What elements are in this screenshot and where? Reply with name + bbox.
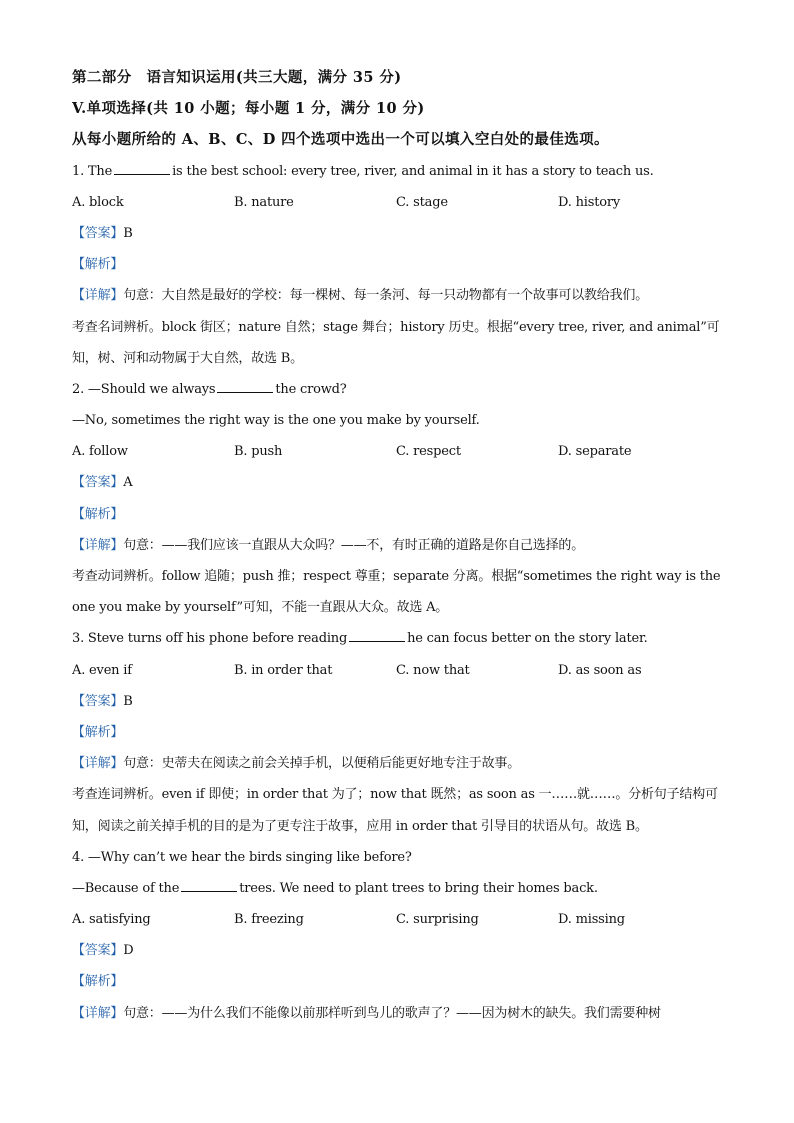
option-a: A. follow <box>72 444 128 460</box>
option-a: A. block <box>72 194 124 210</box>
question-2-analysis <box>72 499 732 530</box>
option-c: C. surprising <box>396 912 479 928</box>
question-2-stem-before: 2. —Should we always <box>72 381 216 397</box>
question-1-stem-before: 1. The <box>72 163 113 179</box>
option-d: D. separate <box>558 444 632 460</box>
document-page <box>72 62 732 1029</box>
answer-value: B <box>123 225 133 241</box>
option-a: A. even if <box>72 662 132 678</box>
question-2-stem <box>72 374 732 405</box>
question-1-stem-after: is the best school: every tree, river, and animal in it has a story to teach us. <box>172 163 654 179</box>
question-4-stem-line2-after: trees. We need to plant trees to bring their homes back. <box>239 880 598 896</box>
question-2-detail-line: one you make by yourself”可知，不能一直跟从大众。故选 A。 <box>72 600 449 616</box>
answer-blank <box>114 162 170 175</box>
answer-label: 【答案】 <box>72 225 124 241</box>
option-c: C. now that <box>396 662 470 678</box>
answer-label: 【答案】 <box>72 943 124 959</box>
question-4-detail-line <box>72 998 732 1029</box>
option-c: C. respect <box>396 444 461 460</box>
option-a: A. satisfying <box>72 912 151 928</box>
analysis-label: 【解析】 <box>72 974 124 990</box>
question-3-stem-after: he can focus better on the story later. <box>407 631 648 647</box>
question-2-detail-line: 考查动词辨析。follow 追随；push 推；respect 尊重；separate 分离。根据“sometimes the right way is the <box>72 569 721 584</box>
question-1-detail-line: 考查名词辨析。block 街区；nature 自然；stage 舞台；history 历史。根据“every tree, river, and animal”可 <box>72 319 720 335</box>
question-1-detail-line <box>72 280 732 311</box>
question-3-stem-before: 3. Steve turns off his phone before reading <box>72 631 348 647</box>
question-4-stem-line2 <box>72 873 732 904</box>
question-4-analysis <box>72 966 732 997</box>
detail-label: 【详解】 <box>72 756 124 772</box>
question-3-analysis <box>72 717 732 748</box>
detail-text: 句意：大自然是最好的学校：每一棵树、每一条河、每一只动物都有一个故事可以教给我们。 <box>123 288 649 304</box>
question-4-options <box>72 904 732 935</box>
question-3-detail-line: 知，阅读之前关掉手机的目的是为了更专注于故事，应用 in order that 引导目的状语从句。故选 B。 <box>72 818 648 834</box>
question-1-answer <box>72 218 732 249</box>
answer-value: D <box>123 943 134 959</box>
answer-blank <box>349 629 405 642</box>
part-title: 第二部分 语言知识运用(共三大题，满分 35 分) <box>72 69 402 86</box>
question-1-detail-line: 知，树、河和动物属于大自然，故选 B。 <box>72 350 303 366</box>
question-4-stem-line2-before: —Because of the <box>72 880 180 896</box>
detail-text: 句意：——为什么我们不能像以前那样听到鸟儿的歌声了？——因为树木的缺失。我们需要种树 <box>123 1005 661 1021</box>
analysis-label: 【解析】 <box>72 724 124 740</box>
question-3-detail-line: 考查连词辨析。even if 即使；in order that 为了；now that 既然；as soon as 一……就……。分析句子结构可 <box>72 787 718 803</box>
question-2-options <box>72 436 732 467</box>
detail-text: 句意：史蒂夫在阅读之前会关掉手机，以便稍后能更好地专注于故事。 <box>123 756 521 772</box>
question-2-answer <box>72 467 732 498</box>
detail-label: 【详解】 <box>72 537 124 553</box>
option-b: B. nature <box>234 194 294 210</box>
answer-blank <box>181 879 237 892</box>
answer-value: A <box>123 475 133 491</box>
option-d: D. history <box>558 194 621 210</box>
detail-label: 【详解】 <box>72 288 124 304</box>
section-title: V.单项选择(共 10 小题；每小题 1 分，满分 10 分) <box>72 100 425 118</box>
analysis-label: 【解析】 <box>72 506 124 522</box>
detail-label: 【详解】 <box>72 1005 124 1021</box>
answer-blank <box>217 380 273 393</box>
question-2-stem-line2: —No, sometimes the right way is the one you make by yourself. <box>72 413 480 429</box>
question-1-options <box>72 187 732 218</box>
question-2-detail-line <box>72 530 732 561</box>
option-b: B. in order that <box>234 662 333 678</box>
question-1-stem <box>72 156 732 187</box>
option-b: B. push <box>234 444 283 460</box>
question-4-answer <box>72 935 732 966</box>
answer-label: 【答案】 <box>72 475 124 491</box>
answer-value: B <box>123 693 133 709</box>
question-2-stem-after: the crowd? <box>275 381 347 397</box>
option-d: D. as soon as <box>558 662 642 678</box>
question-3-stem <box>72 623 732 654</box>
question-1-analysis <box>72 249 732 280</box>
question-3-options <box>72 655 732 686</box>
answer-label: 【答案】 <box>72 693 124 709</box>
instructions: 从每小题所给的 A、B、C、D 四个选项中选出一个可以填入空白处的最佳选项。 <box>72 131 609 149</box>
option-c: C. stage <box>396 194 448 210</box>
option-b: B. freezing <box>234 912 304 928</box>
question-4-stem: 4. —Why can’t we hear the birds singing like before? <box>72 849 412 865</box>
option-d: D. missing <box>558 912 625 928</box>
question-3-answer <box>72 686 732 717</box>
analysis-label: 【解析】 <box>72 257 124 273</box>
question-3-detail-line <box>72 748 732 779</box>
detail-text: 句意：——我们应该一直跟从大众吗？——不，有时正确的道路是你自己选择的。 <box>123 537 585 553</box>
